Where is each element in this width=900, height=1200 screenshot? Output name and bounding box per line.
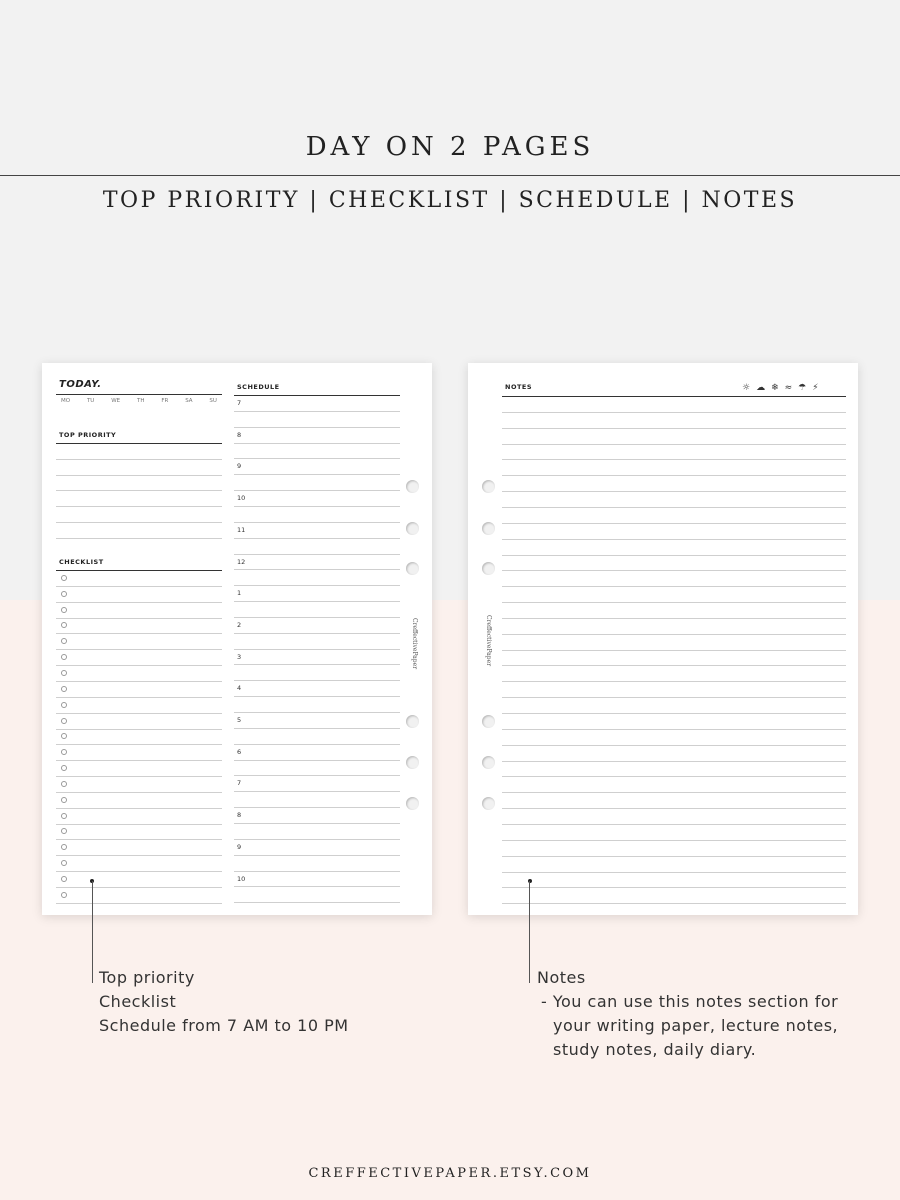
notes-line[interactable] — [502, 586, 846, 587]
notes-rule — [502, 396, 846, 397]
schedule-rule — [234, 395, 400, 396]
notes-line[interactable] — [502, 840, 846, 841]
checklist-line[interactable] — [56, 618, 222, 619]
checklist-checkbox[interactable] — [61, 686, 67, 692]
checklist-label: CHECKLIST — [59, 558, 104, 566]
notes-line[interactable] — [502, 650, 846, 651]
checklist-line[interactable] — [56, 665, 222, 666]
schedule-label: SCHEDULE — [237, 383, 280, 391]
checklist-line[interactable] — [56, 649, 222, 650]
weekday-mo[interactable]: MO — [61, 398, 71, 404]
schedule-hour-label: 4 — [237, 684, 242, 693]
checklist-checkbox[interactable] — [61, 813, 67, 819]
notes-line[interactable] — [502, 412, 846, 413]
schedule-line[interactable] — [234, 696, 400, 697]
cloud-icon: ☁ — [756, 383, 766, 393]
callout-left — [99, 966, 349, 1038]
checklist-line[interactable] — [56, 586, 222, 587]
schedule-line[interactable] — [234, 427, 400, 428]
callout-right-line: - You can use this notes section for — [541, 992, 839, 1011]
planner-left-page — [42, 363, 432, 915]
callout-right-line: your writing paper, lecture notes, — [553, 1016, 839, 1035]
punch-hole — [406, 562, 419, 575]
planner-right-page — [468, 363, 858, 915]
checklist-line[interactable] — [56, 887, 222, 888]
top-priority-line[interactable] — [56, 506, 222, 507]
callout-left-line: Top priority — [99, 968, 195, 987]
notes-line[interactable] — [502, 808, 846, 809]
checklist-checkbox[interactable] — [61, 765, 67, 771]
checklist-checkbox[interactable] — [61, 670, 67, 676]
checklist-line[interactable] — [56, 633, 222, 634]
schedule-line[interactable] — [234, 585, 400, 586]
checklist-checkbox[interactable] — [61, 638, 67, 644]
notes-line[interactable] — [502, 856, 846, 857]
punch-hole — [406, 797, 419, 810]
callout-right-title: Notes — [537, 968, 586, 987]
schedule-hour-label: 8 — [237, 430, 242, 439]
top-priority-line[interactable] — [56, 522, 222, 523]
notes-line[interactable] — [502, 507, 846, 508]
schedule-line[interactable] — [234, 411, 400, 412]
weekday-we[interactable]: WE — [111, 398, 121, 404]
notes-line[interactable] — [502, 792, 846, 793]
weekday-tu[interactable]: TU — [86, 398, 95, 404]
schedule-hour-label: 9 — [237, 462, 242, 471]
schedule-hour-label: 10 — [237, 874, 246, 883]
rain-icon: ☂ — [798, 383, 807, 393]
checklist-line[interactable] — [56, 839, 222, 840]
checklist-line[interactable] — [56, 602, 222, 603]
notes-line[interactable] — [502, 872, 846, 873]
checklist-line[interactable] — [56, 760, 222, 761]
page-title: DAY ON 2 PAGES — [305, 132, 595, 162]
notes-line[interactable] — [502, 761, 846, 762]
top-priority-label: TOP PRIORITY — [59, 431, 117, 439]
notes-line[interactable] — [502, 602, 846, 603]
schedule-line[interactable] — [234, 554, 400, 555]
schedule-line[interactable] — [234, 649, 400, 650]
checklist-line[interactable] — [56, 824, 222, 825]
notes-line[interactable] — [502, 459, 846, 460]
schedule-hour-label: 12 — [237, 557, 246, 566]
checklist-checkbox[interactable] — [61, 718, 67, 724]
punch-hole — [406, 715, 419, 728]
checklist-checkbox[interactable] — [61, 654, 67, 660]
schedule-hour-label: 10 — [237, 494, 246, 503]
notes-line[interactable] — [502, 713, 846, 714]
schedule-line[interactable] — [234, 474, 400, 475]
schedule-line[interactable] — [234, 664, 400, 665]
notes-line[interactable] — [502, 523, 846, 524]
snow-icon: ❄ — [771, 383, 779, 393]
checklist-line[interactable] — [56, 713, 222, 714]
schedule-line[interactable] — [234, 569, 400, 570]
checklist-line[interactable] — [56, 776, 222, 777]
notes-line[interactable] — [502, 570, 846, 571]
checklist-checkbox[interactable] — [61, 702, 67, 708]
schedule-line[interactable] — [234, 506, 400, 507]
notes-line[interactable] — [502, 475, 846, 476]
checklist-line[interactable] — [56, 903, 222, 904]
notes-line[interactable] — [502, 444, 846, 445]
schedule-line[interactable] — [234, 855, 400, 856]
notes-line[interactable] — [502, 539, 846, 540]
footer-shop-url: CREFFECTIVEPAPER.ETSY.COM — [308, 1166, 592, 1181]
callout-left-line: Schedule from 7 AM to 10 PM — [99, 1016, 349, 1035]
checklist-checkbox[interactable] — [61, 781, 67, 787]
punch-hole — [406, 756, 419, 769]
schedule-line[interactable] — [234, 712, 400, 713]
checklist-line[interactable] — [56, 855, 222, 856]
punch-hole — [482, 715, 495, 728]
notes-line[interactable] — [502, 745, 846, 746]
schedule-line[interactable] — [234, 633, 400, 634]
checklist-line[interactable] — [56, 744, 222, 745]
callout-right — [537, 966, 838, 1062]
today-label: TODAY. — [59, 379, 102, 390]
callout-leader-left — [92, 881, 93, 983]
schedule-line[interactable] — [234, 775, 400, 776]
top-priority-rule — [56, 443, 222, 444]
schedule-hour-label: 9 — [237, 842, 242, 851]
schedule-line[interactable] — [234, 490, 400, 491]
schedule-line[interactable] — [234, 443, 400, 444]
schedule-line[interactable] — [234, 617, 400, 618]
schedule-line[interactable] — [234, 601, 400, 602]
checklist-checkbox[interactable] — [61, 797, 67, 803]
checklist-checkbox[interactable] — [61, 733, 67, 739]
weekday-th[interactable]: TH — [136, 398, 145, 404]
checklist-checkbox[interactable] — [61, 892, 67, 898]
weather-icons — [742, 383, 819, 393]
checklist-line[interactable] — [56, 729, 222, 730]
checklist-line[interactable] — [56, 792, 222, 793]
notes-line[interactable] — [502, 824, 846, 825]
schedule-hour-label: 7 — [237, 779, 242, 788]
punch-hole — [406, 522, 419, 535]
today-rule — [56, 394, 222, 395]
schedule-line[interactable] — [234, 744, 400, 745]
schedule-line[interactable] — [234, 823, 400, 824]
schedule-line[interactable] — [234, 538, 400, 539]
schedule-hour-label: 1 — [237, 589, 242, 598]
schedule-hour-label: 11 — [237, 525, 246, 534]
notes-line[interactable] — [502, 618, 846, 619]
schedule-line[interactable] — [234, 871, 400, 872]
notes-line[interactable] — [502, 491, 846, 492]
schedule-line[interactable] — [234, 791, 400, 792]
notes-line[interactable] — [502, 634, 846, 635]
weekday-row — [56, 398, 222, 404]
brand-mark: CreffectivePaper — [411, 618, 418, 670]
schedule-hour-label: 2 — [237, 620, 242, 629]
checklist-checkbox[interactable] — [61, 828, 67, 834]
schedule-line[interactable] — [234, 886, 400, 887]
brand-mark: CreffectivePaper — [485, 615, 492, 667]
notes-line[interactable] — [502, 776, 846, 777]
callout-leader-right — [529, 881, 530, 983]
punch-hole — [406, 480, 419, 493]
checklist-checkbox[interactable] — [61, 844, 67, 850]
checklist-checkbox[interactable] — [61, 622, 67, 628]
schedule-line[interactable] — [234, 522, 400, 523]
notes-label: NOTES — [505, 383, 533, 391]
weekday-sa[interactable]: SA — [185, 398, 193, 404]
schedule-line[interactable] — [234, 728, 400, 729]
checklist-line[interactable] — [56, 808, 222, 809]
sun-icon: ☼ — [742, 383, 751, 393]
punch-hole — [482, 522, 495, 535]
top-priority-line[interactable] — [56, 490, 222, 491]
checklist-checkbox[interactable] — [61, 591, 67, 597]
schedule-hour-label: 7 — [237, 399, 242, 407]
schedule-hour-label: 6 — [237, 747, 242, 756]
punch-hole — [482, 562, 495, 575]
checklist-checkbox[interactable] — [61, 749, 67, 755]
notes-line[interactable] — [502, 555, 846, 556]
schedule-line[interactable] — [234, 760, 400, 761]
notes-line[interactable] — [502, 428, 846, 429]
storm-icon: ⚡ — [812, 383, 819, 393]
schedule-hour-label: 3 — [237, 652, 242, 661]
page-subtitle: TOP PRIORITY | CHECKLIST | SCHEDULE | NOTES — [102, 188, 798, 213]
punch-hole — [482, 480, 495, 493]
schedule-line[interactable] — [234, 807, 400, 808]
callout-left-line: Checklist — [99, 992, 177, 1011]
checklist-line[interactable] — [56, 681, 222, 682]
schedule-line[interactable] — [234, 839, 400, 840]
checklist-checkbox[interactable] — [61, 607, 67, 613]
top-priority-line[interactable] — [56, 538, 222, 539]
schedule-line[interactable] — [234, 680, 400, 681]
checklist-line[interactable] — [56, 697, 222, 698]
title-divider — [0, 175, 900, 176]
callout-right-line: study notes, daily diary. — [553, 1040, 757, 1059]
notes-line[interactable] — [502, 903, 846, 904]
notes-line[interactable] — [502, 681, 846, 682]
punch-hole — [482, 797, 495, 810]
notes-line[interactable] — [502, 729, 846, 730]
punch-hole — [482, 756, 495, 769]
schedule-hour-label: 5 — [237, 716, 242, 724]
checklist-checkbox[interactable] — [61, 860, 67, 866]
checklist-rule — [56, 570, 222, 571]
schedule-line[interactable] — [234, 902, 400, 903]
wind-icon: ≈ — [784, 383, 793, 393]
checklist-checkbox[interactable] — [61, 575, 67, 581]
weekday-su[interactable]: SU — [209, 398, 217, 404]
schedule-line[interactable] — [234, 458, 400, 459]
schedule-hour-label: 8 — [237, 811, 242, 820]
checklist-line[interactable] — [56, 871, 222, 872]
notes-line[interactable] — [502, 887, 846, 888]
notes-line[interactable] — [502, 697, 846, 698]
weekday-fr[interactable]: FR — [161, 398, 169, 404]
checklist-checkbox[interactable] — [61, 876, 67, 882]
top-priority-line[interactable] — [56, 459, 222, 460]
top-priority-line[interactable] — [56, 475, 222, 476]
notes-line[interactable] — [502, 665, 846, 666]
